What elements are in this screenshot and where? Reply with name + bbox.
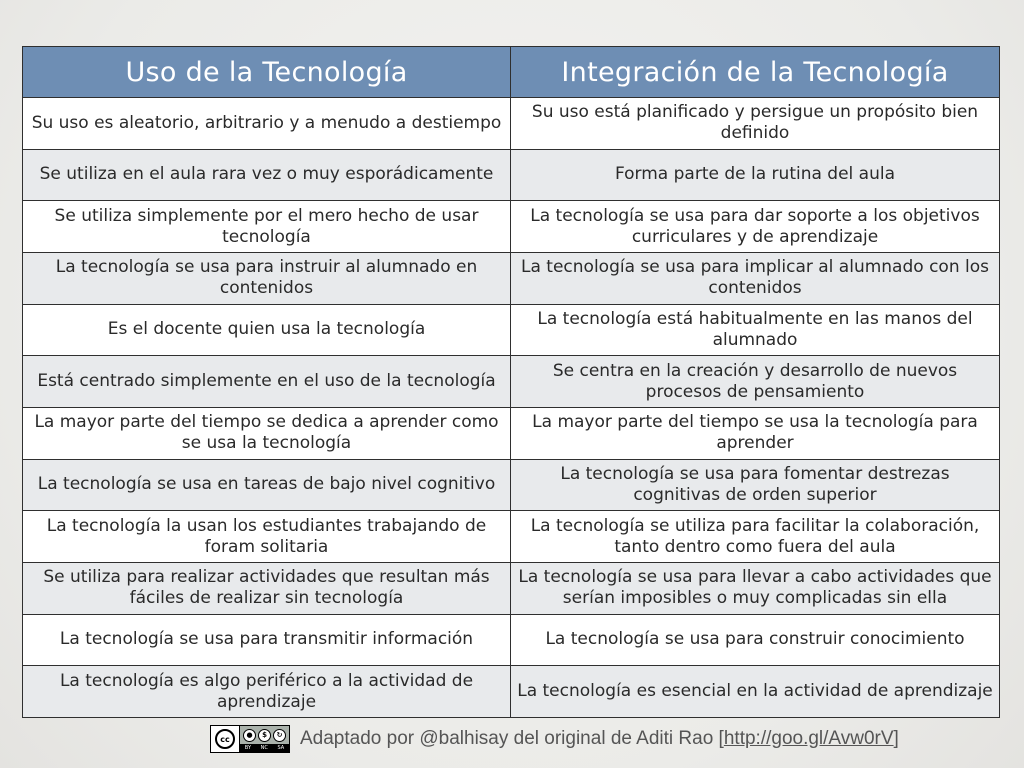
cell-integracion: La tecnología se usa para implicar al alumnado con los contenidos bbox=[511, 252, 1000, 304]
cell-integracion: La tecnología es esencial en la actividad de aprendizaje bbox=[511, 666, 1000, 718]
cell-uso: Su uso es aleatorio, arbitrario y a menudo a destiempo bbox=[23, 98, 511, 150]
cell-uso: Se utiliza para realizar actividades que resultan más fáciles de realizar sin tecnología bbox=[23, 562, 511, 614]
table-row bbox=[23, 459, 1000, 511]
cell-uso: La tecnología se usa para instruir al alumnado en contenidos bbox=[23, 252, 511, 304]
table-row bbox=[23, 252, 1000, 304]
cell-uso: La tecnología es algo periférico a la actividad de aprendizaje bbox=[23, 666, 511, 718]
cell-integracion: La tecnología se utiliza para facilitar la colaboración, tanto dentro como fuera del aula bbox=[511, 511, 1000, 563]
table-row bbox=[23, 614, 1000, 666]
table-row bbox=[23, 98, 1000, 150]
cc-logo bbox=[211, 726, 240, 752]
credit-text bbox=[300, 728, 899, 750]
cell-uso: La mayor parte del tiempo se dedica a aprender como se usa la tecnología bbox=[23, 407, 511, 459]
cell-uso: La tecnología se usa para transmitir información bbox=[23, 614, 511, 666]
header-integracion: Integración de la Tecnología bbox=[511, 47, 1000, 98]
cell-integracion: La mayor parte del tiempo se usa la tecnología para aprender bbox=[511, 407, 1000, 459]
cc-label-sa: SA bbox=[277, 745, 285, 751]
table-row bbox=[23, 562, 1000, 614]
table-row bbox=[23, 201, 1000, 253]
cc-terms bbox=[240, 726, 289, 752]
cc-label-nc: NC bbox=[260, 745, 268, 751]
attribution-icon: ● bbox=[243, 729, 256, 742]
header-uso: Uso de la Tecnología bbox=[23, 47, 511, 98]
cc-label-by: BY bbox=[244, 745, 252, 751]
cell-integracion: La tecnología se usa para llevar a cabo actividades que serían imposibles o muy complicadas sin ella bbox=[511, 562, 1000, 614]
comparison-table bbox=[22, 46, 1000, 718]
attribution-footer bbox=[210, 724, 899, 754]
table-header-row bbox=[23, 47, 1000, 98]
cell-uso: La tecnología se usa en tareas de bajo nivel cognitivo bbox=[23, 459, 511, 511]
cell-integracion: La tecnología se usa para construir conocimiento bbox=[511, 614, 1000, 666]
cell-uso: Se utiliza simplemente por el mero hecho de usar tecnología bbox=[23, 201, 511, 253]
table-row bbox=[23, 304, 1000, 356]
cell-uso: Es el docente quien usa la tecnología bbox=[23, 304, 511, 356]
source-link[interactable]: http://goo.gl/Avw0rV bbox=[723, 728, 894, 749]
cc-by-nc-sa-icon[interactable] bbox=[210, 725, 290, 753]
table-row bbox=[23, 407, 1000, 459]
table-row bbox=[23, 666, 1000, 718]
cell-integracion: Su uso está planificado y persigue un propósito bien definido bbox=[511, 98, 1000, 150]
sharealike-icon: ↻ bbox=[273, 729, 286, 742]
cell-uso: La tecnología la usan los estudiantes trabajando de foram solitaria bbox=[23, 511, 511, 563]
credit-prefix: Adaptado por @balhisay del original de Aditi Rao [ bbox=[300, 728, 724, 749]
table-row bbox=[23, 511, 1000, 563]
cell-integracion: La tecnología se usa para fomentar destrezas cognitivas de orden superior bbox=[511, 459, 1000, 511]
cc-term-labels bbox=[240, 744, 289, 752]
cell-integracion: Forma parte de la rutina del aula bbox=[511, 149, 1000, 201]
cell-integracion: La tecnología se usa para dar soporte a los objetivos curriculares y de aprendizaje bbox=[511, 201, 1000, 253]
cell-uso: Se utiliza en el aula rara vez o muy esporádicamente bbox=[23, 149, 511, 201]
credit-suffix: ] bbox=[893, 728, 899, 749]
comparison-table-container bbox=[22, 46, 999, 718]
cc-circle-icon: cc bbox=[215, 729, 235, 749]
cell-uso: Está centrado simplemente en el uso de la tecnología bbox=[23, 356, 511, 408]
table-row bbox=[23, 149, 1000, 201]
cc-term-icons bbox=[240, 726, 289, 744]
noncommercial-icon: $ bbox=[258, 729, 271, 742]
cell-integracion: Se centra en la creación y desarrollo de nuevos procesos de pensamiento bbox=[511, 356, 1000, 408]
cell-integracion: La tecnología está habitualmente en las manos del alumnado bbox=[511, 304, 1000, 356]
table-row bbox=[23, 356, 1000, 408]
